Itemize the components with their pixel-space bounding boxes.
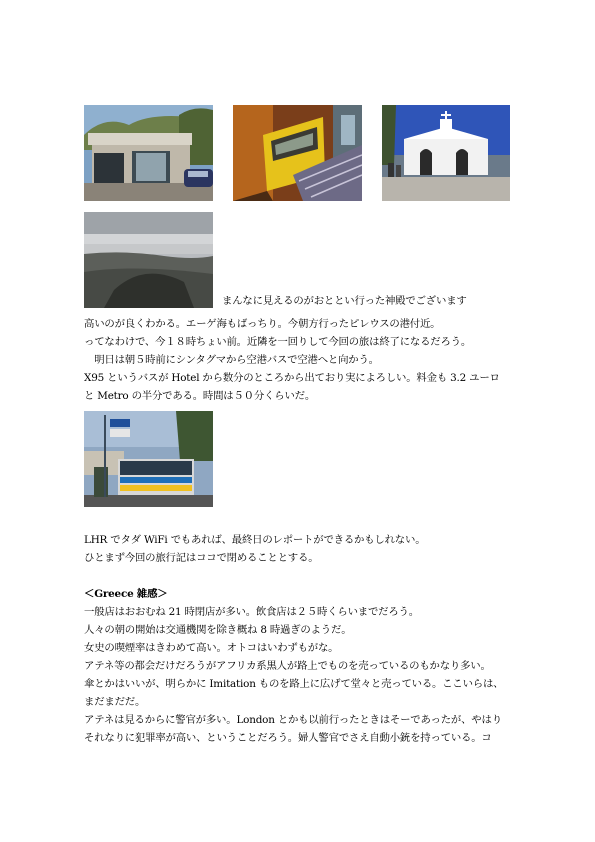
section-heading: ＜Greece 雑感＞ — [84, 588, 168, 600]
paragraph-line: ってなわけで、今１８時ちょい前。近隣を一回りして今回の旅は終了になるだろう。 — [84, 336, 472, 348]
paragraph-line: と Metro の半分である。時間は５０分くらいだ。 — [84, 390, 316, 402]
paragraph-line: 女史の喫煙率はきわめて高い。オトコはいわずもがな。 — [84, 642, 339, 654]
paragraph-line: X95 というバスが Hotel から数分のところから出ており実によろしい。料金も 3.2 ユーロ — [84, 372, 500, 384]
city-panorama-photo — [84, 212, 213, 308]
paragraph-line: LHR でタダ WiFi でもあれば、最終日のレポートができるかもしれない。 — [84, 534, 426, 546]
airport-bus-photo — [84, 411, 213, 507]
paragraph-line: それなりに犯罪率が高い、ということだろう。婦人警官でさえ自動小銃を持っている。コ — [84, 732, 492, 744]
paragraph-line: 高いのが良くわかる。エーゲ海もばっちり。今朝方行ったピレウスの港付近。 — [84, 318, 441, 330]
paragraph-line: まだまだだ。 — [84, 696, 146, 708]
paragraph-line: 傘とかはいいが、明らかに Imitation ものを路上に広げて堂々と売っている。ここいらは、 — [84, 678, 504, 690]
paragraph-line: 人々の朝の開始は交通機関を除き概ね 8 時過ぎのようだ。 — [84, 624, 352, 636]
paragraph-line: 明日は朝５時前にシンタグマから空港バスで空港へと向かう。 — [84, 354, 379, 366]
caption-line: まんなに見えるのがおととい行った神殿でございます — [222, 295, 467, 307]
paragraph-line: ひとまず今回の旅行記はココで閉めることとする。 — [84, 552, 319, 564]
paragraph-line: アテネ等の都会だけだろうがアフリカ系黒人が路上でものを売っているのもかなり多い。 — [84, 660, 491, 672]
funicular-station-photo — [84, 105, 213, 201]
funicular-tram-photo — [233, 105, 362, 201]
white-chapel-photo — [382, 105, 510, 201]
paragraph-line: アテネは見るからに警官が多い。London とかも以前行ったときはそーであったが、やはり — [84, 714, 502, 726]
paragraph-line: 一般店はおおむね 21 時閉店が多い。飲食店は２５時くらいまでだろう。 — [84, 606, 419, 618]
